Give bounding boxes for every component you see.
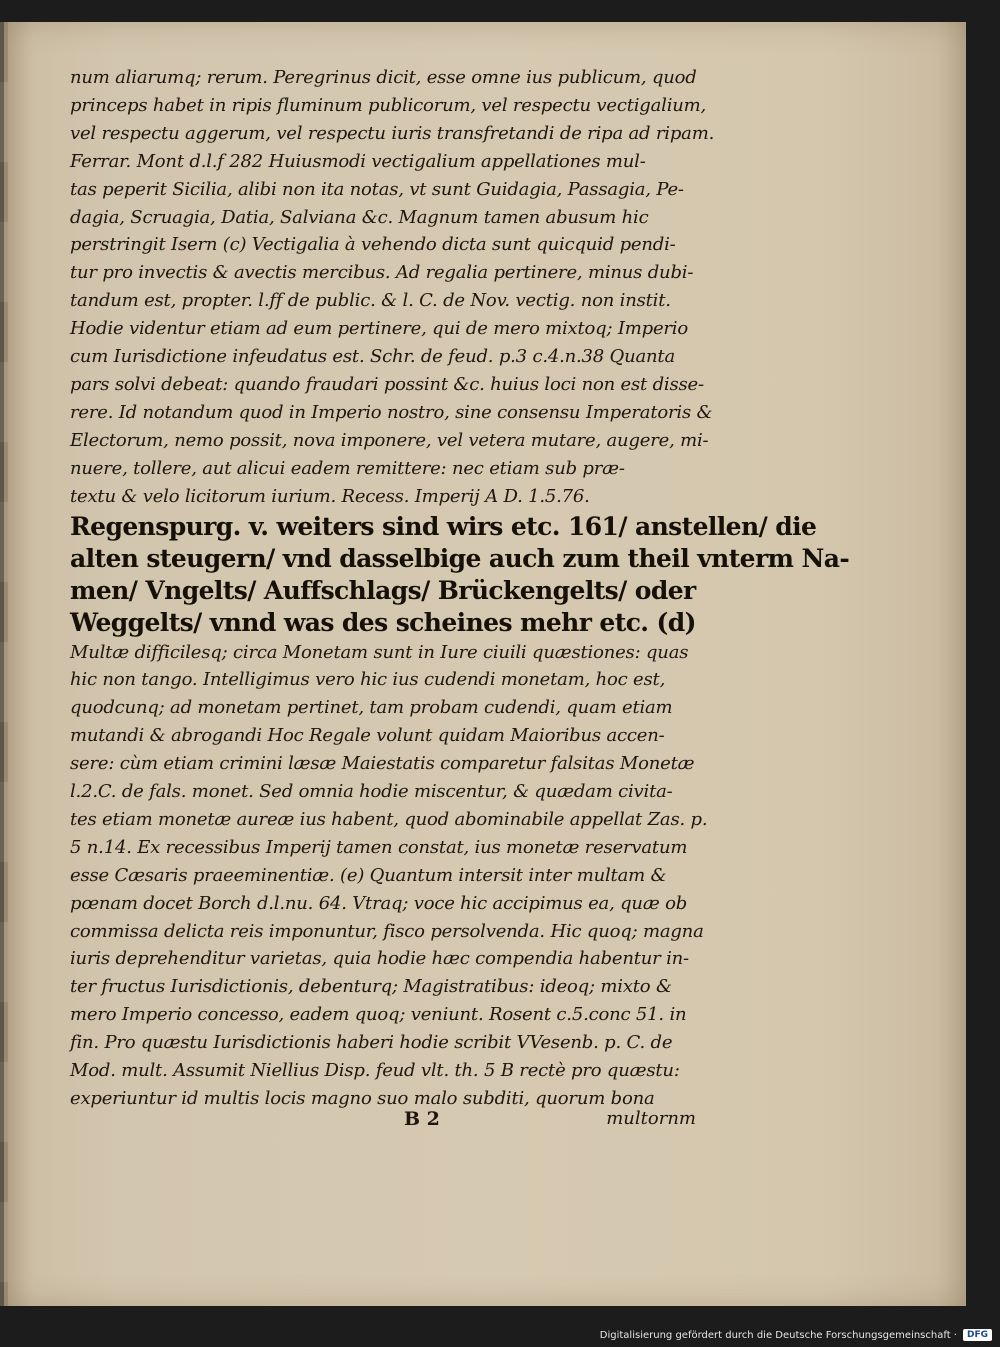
- text-line: Ferrar. Mont d.l.f 282 Huiusmodi vectigalium appellationes mul-: [70, 150, 646, 172]
- text-line: princeps habet in ripis fluminum publicorum, vel respectu vectigalium,: [70, 94, 707, 116]
- text-line: nuere, tollere, aut alicui eadem remittere: nec etiam sub præ-: [70, 457, 625, 479]
- text-line: cum Iurisdictione infeudatus est. Schr. de feud. p.3 c.4.n.38 Quanta: [70, 346, 676, 368]
- catchword: multornm: [606, 1108, 696, 1129]
- text-line: tes etiam monetæ aureæ ius habent, quod abominabile appellat Zas. p.: [70, 808, 708, 830]
- text-line: iuris deprehenditur varietas, quia hodie hæc compendia habentur in-: [70, 948, 689, 970]
- text-line: rere. Id notandum quod in Imperio nostro, sine consensu Imperatoris &: [70, 401, 713, 423]
- text-line: l.2.C. de fals. monet. Sed omnia hodie miscentur, & quædam civita-: [70, 781, 673, 803]
- digitization-credit: [600, 1329, 992, 1341]
- text-line: quodcunq; ad monetam pertinet, tam probam cudendi, quam etiam: [70, 697, 673, 719]
- text-line: fin. Pro quæstu Iurisdictionis haberi hodie scribit VVesenb. p. C. de: [70, 1032, 673, 1054]
- text-line: 5 n.14. Ex recessibus Imperij tamen constat, ius monetæ reservatum: [70, 836, 688, 858]
- german-quote-line: Weggelts/ vnnd was des scheines mehr etc. (d): [70, 607, 696, 637]
- text-line: Electorum, nemo possit, nova imponere, vel vetera mutare, augere, mi-: [70, 429, 709, 451]
- text-line: commissa delicta reis imponuntur, fisco persolvenda. Hic quoq; magna: [70, 920, 704, 942]
- text-line: Mod. mult. Assumit Niellius Disp. feud vlt. th. 5 B rectè pro quæstu:: [70, 1060, 680, 1082]
- text-line: experiuntur id multis locis magno suo malo subditi, quorum bona: [70, 1088, 655, 1109]
- text-line: ter fructus Iurisdictionis, debenturq; Magistratibus: ideoq; mixto &: [70, 976, 672, 998]
- text-line: Hodie videntur etiam ad eum pertinere, qui de mero mixtoq; Imperio: [70, 318, 689, 340]
- german-quote-line: men/ Vngelts/ Auffschlags/ Brückengelts/ oder: [70, 575, 696, 605]
- text-line: sere: cùm etiam crimini læsæ Maiestatis comparetur falsitas Monetæ: [70, 753, 695, 775]
- text-line: num aliarumq; rerum. Peregrinus dicit, esse omne ius publicum, quod: [70, 67, 697, 88]
- text-line: tur pro invectis & avectis mercibus. Ad regalia pertinere, minus dubi-: [70, 262, 694, 284]
- text-line: textu & velo licitorum iurium. Recess. Imperij A D. 1.5.76.: [70, 485, 590, 507]
- page-left-edge: [0, 22, 8, 1306]
- text-line: perstringit Isern (c) Vectigalia à vehendo dicta sunt quicquid pendi-: [70, 234, 676, 256]
- german-quote-line: alten steugern/ vnd dasselbige auch zum theil vnterm Na-: [70, 543, 850, 573]
- text-line: tandum est, propter. l.ff de public. & l. C. de Nov. vectig. non instit.: [70, 290, 671, 312]
- text-line: pars solvi debeat: quando fraudari possint &c. huius loci non est disse-: [70, 373, 704, 395]
- text-line: Multæ difficilesq; circa Monetam sunt in Iure ciuili quæstiones: quas: [70, 641, 689, 663]
- text-line: hic non tango. Intelligimus vero hic ius cudendi monetam, hoc est,: [70, 669, 666, 691]
- text-line: mero Imperio concesso, eadem quoq; veniunt. Rosent c.5.conc 51. in: [70, 1004, 687, 1026]
- text-line: pœnam docet Borch d.l.nu. 64. Vtraq; voce hic accipimus ea, quæ ob: [70, 892, 688, 914]
- text-line: vel respectu aggerum, vel respectu iuris transfretandi de ripa ad ripam.: [70, 122, 715, 144]
- body-text: [70, 64, 850, 1113]
- dfg-logo-icon: DFG: [963, 1329, 992, 1341]
- german-quote-line: Regenspurg. v. weiters sind wirs etc. 161/ anstellen/ die: [70, 511, 817, 541]
- text-line: esse Cæsaris praeeminentiæ. (e) Quantum intersit inter multam &: [70, 864, 667, 886]
- credit-text: Digitalisierung gefördert durch die Deutsche Forschungsgemeinschaft ·: [599, 1329, 957, 1341]
- text-line: dagia, Scruagia, Datia, Salviana &c. Magnum tamen abusum hic: [70, 206, 649, 228]
- signature-mark: B 2: [404, 1108, 440, 1130]
- page-footer: [400, 1108, 700, 1138]
- text-line: mutandi & abrogandi Hoc Regale volunt quidam Maioribus accen-: [70, 725, 665, 747]
- text-line: tas peperit Sicilia, alibi non ita notas, vt sunt Guidagia, Passagia, Pe-: [70, 178, 684, 200]
